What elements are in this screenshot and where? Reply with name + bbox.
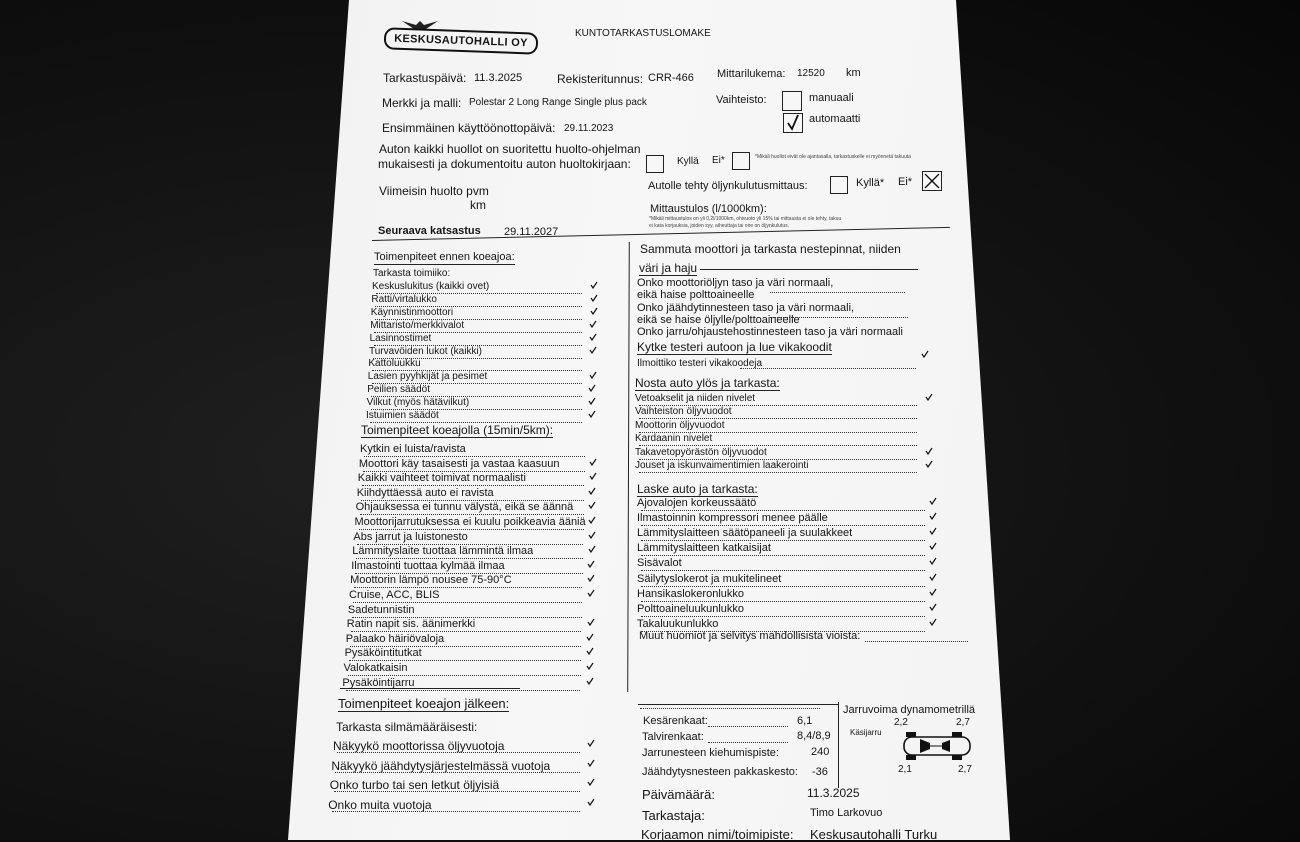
after-drive-dots-1 — [335, 772, 580, 773]
shop-name: Keskusautohalli Turku — [810, 827, 938, 842]
lower-item-3: Lämmityslaitteen katkaisijat — [637, 542, 771, 555]
test-drive-item-6: Abs jarrut ja luistonesto — [353, 530, 468, 543]
before-drive-checkmark-icon-2 — [590, 307, 598, 315]
lower-checkmark-icon-6 — [929, 588, 937, 596]
after-drive-item-3: Onko muita vuotoja — [328, 797, 432, 812]
last-service-label: Viimeisin huolto pvm — [379, 184, 489, 198]
before-drive-item-3: Mittaristo/merkkivalot — [370, 319, 465, 331]
lift-checkmark-icon-0 — [925, 393, 933, 401]
brake-fluid-label: Jarrunesteen kiehumispiste: — [642, 747, 779, 759]
section-after-test-drive-subtitle: Tarkasta silmämääräisesti: — [336, 720, 478, 734]
make-label: Merkki ja malli: — [382, 96, 462, 110]
next-inspection-label: Seuraava katsastus — [378, 225, 481, 237]
after-drive-dots-3 — [332, 811, 580, 812]
test-drive-item-11: Sadetunnistin — [347, 603, 415, 616]
lower-checkmark-icon-3 — [929, 542, 937, 550]
test-drive-checkmark-icon-6 — [588, 531, 596, 539]
section-diagnostics-title: Kytke testeri autoon ja lue vikakoodit — [637, 340, 832, 354]
section-lift-title: Nosta auto ylös ja tarkasta: — [635, 376, 780, 390]
lower-dots-0 — [641, 510, 925, 511]
before-drive-checkmark-icon-8 — [588, 384, 596, 392]
after-drive-checkmark-icon-1 — [587, 759, 595, 767]
lift-item-2: Moottorin öljyvuodot — [635, 419, 725, 431]
first-use-label: Ensimmäinen käyttöönottopäivä: — [382, 121, 556, 135]
logo-text: KESKUSAUTOHALLI OY — [394, 32, 528, 50]
after-drive-dots-0 — [337, 752, 580, 753]
lift-item-4: Takavetopyörästön öljyvuodot — [635, 446, 767, 458]
summer-tires-dots — [708, 726, 788, 727]
test-drive-item-13: Palaako häiriövaloja — [345, 632, 445, 645]
last-service-km: km — [470, 198, 486, 212]
before-drive-item-6: Kattoluukku — [368, 358, 421, 370]
coolant-value: -36 — [812, 766, 828, 778]
lower-checkmark-icon-1 — [929, 512, 937, 520]
oil-measure-label: Autolle tehty öljynkulutusmittaus: — [648, 180, 808, 192]
lower-checkmark-icon-7 — [929, 603, 937, 611]
inspector-name: Timo Larkovuo — [810, 807, 883, 819]
before-drive-checkmark-icon-7 — [589, 371, 597, 379]
checkmark-icon — [784, 114, 802, 132]
test-drive-item-0: Kytkin ei luista/ravista — [360, 443, 466, 455]
lower-checkmark-icon-2 — [929, 527, 937, 535]
test-drive-dots-5 — [359, 529, 584, 530]
automatic-checkbox[interactable] — [783, 113, 803, 133]
service-question-line1: Auton kaikki huollot on suoritettu huolto-ohjelman — [379, 142, 641, 156]
test-drive-item-8: Ilmastointi tuottaa kylmää ilmaa — [351, 559, 505, 572]
section-after-test-drive-title: Toimenpiteet koeajon jälkeen: — [338, 696, 510, 711]
lower-item-7: Polttoaineluukunlukko — [637, 602, 745, 615]
test-drive-item-10: Cruise, ACC, BLIS — [349, 589, 440, 601]
form-title: KUNTOTARKASTUSLOMAKE — [575, 28, 711, 39]
lift-item-1: Vaihteiston öljyvuodot — [635, 406, 732, 418]
test-drive-checkmark-icon-3 — [588, 487, 596, 495]
before-drive-item-5: Turvavöiden lukot (kaikki) — [369, 345, 483, 357]
manual-label: manuaali — [809, 92, 854, 104]
reg-label: Rekisteritunnus: — [557, 72, 644, 86]
test-drive-item-1: Moottori käy tasaisesti ja vastaa kaasuun — [358, 457, 560, 470]
summer-tires-value: 6,1 — [797, 715, 813, 727]
before-drive-checkmark-icon-0 — [590, 281, 598, 289]
lift-item-3: Kardaanin nivelet — [635, 433, 713, 445]
before-drive-checkmark-icon-1 — [590, 294, 598, 302]
section-divider-right — [638, 704, 838, 705]
oil-no-checkbox[interactable] — [922, 171, 942, 191]
section-test-drive-title: Toimenpiteet koeajolla (15min/5km): — [361, 423, 554, 437]
lift-dots-5 — [639, 472, 917, 473]
oil-footnote-line2: ei kata korjauksia, joiden syy, aiheuttaja tai oire on öljynkulutus. — [649, 223, 789, 229]
winter-tires-label: Talvirenkaat: — [642, 731, 704, 743]
test-drive-item-7: Lämmityslaite tuottaa lämmintä ilmaa — [352, 545, 534, 558]
before-drive-item-0: Keskuslukitus (kaikki ovet) — [372, 281, 490, 292]
test-drive-checkmark-icon-13 — [586, 633, 594, 641]
lower-item-6: Hansikaslokeronlukko — [637, 587, 744, 600]
after-drive-item-2: Onko turbo tai sen letkut öljyisiä — [329, 778, 500, 792]
test-drive-checkmark-icon-12 — [587, 618, 595, 626]
brake-front-left: 2,2 — [894, 717, 908, 728]
brake-rear-right: 2,7 — [958, 764, 972, 775]
fluids-item-3: eikä se haise öljylle/polttoaineelle — [637, 313, 800, 326]
test-drive-checkmark-icon-8 — [587, 560, 595, 568]
fluids-item-4: Onko jarru/ohjaustehostinnesteen taso ja väri normaali — [637, 326, 903, 339]
before-drive-checkmark-icon-5 — [589, 346, 597, 354]
section-fluids-title-line1: Sammuta moottori ja tarkasta nestepinnat, niiden — [640, 242, 901, 256]
lower-item-2: Lämmityslaitteen säätöpaneeli ja suulakkeet — [637, 527, 853, 540]
test-drive-checkmark-icon-15 — [586, 662, 594, 670]
before-drive-item-10: Istuimien säädöt — [366, 410, 439, 421]
automatic-label: automaatti — [809, 113, 861, 125]
remarks-dots — [865, 641, 968, 642]
service-question-line2: mukaisesti ja dokumentoitu auton huoltokirjaan: — [378, 157, 631, 171]
car-top-view-icon — [900, 731, 976, 761]
coolant-label: Jäähdytysnesteen pakkaskesto: — [642, 766, 798, 778]
section-before-test-drive-subtitle: Tarkasta toimiiko: — [373, 268, 451, 279]
inspection-date: 11.3.2025 — [474, 72, 523, 84]
tire-header-line — [640, 708, 820, 709]
lower-dots-1 — [641, 525, 925, 526]
after-drive-dots-2 — [334, 791, 580, 792]
section-fluids-title-line2: väri ja haju — [639, 261, 698, 275]
after-drive-checkmark-icon-2 — [587, 778, 595, 786]
oil-yes-checkbox[interactable] — [830, 176, 848, 194]
reg-number: CRR-466 — [648, 72, 694, 84]
section-before-test-drive-title: Toimenpiteet ennen koeajoa: — [374, 251, 515, 263]
test-drive-dots-15 — [348, 675, 581, 676]
next-inspection-date: 29.11.2027 — [504, 226, 559, 238]
lift-item-0: Vetoakselit ja niiden nivelet — [635, 393, 756, 404]
lower-dots-6 — [641, 601, 925, 602]
test-drive-item-12: Ratin napit sis. äänimerkki — [346, 618, 476, 631]
gearbox-label: Vaihteisto: — [716, 94, 767, 106]
lower-checkmark-icon-5 — [929, 573, 937, 581]
lower-item-5: Säilytyslokerot ja mukitelineet — [637, 572, 782, 585]
lower-item-0: Ajovalojen korkeussäätö — [637, 497, 757, 509]
brake-box-divider — [838, 702, 839, 788]
diagnostics-dots-0 — [740, 368, 916, 369]
before-drive-item-8: Peilien säädöt — [367, 384, 431, 396]
oil-footnote-line1: *Mikäli mittaustulos on yli 0,2l/1000km, ohivuoto yli 15% tai mittausta ei ole tehty, takuu — [649, 216, 842, 222]
lower-dots-7 — [641, 616, 925, 617]
winter-tires-value: 8,4/8,9 — [797, 730, 831, 742]
service-no-checkbox[interactable] — [732, 152, 750, 170]
shop-label: Korjaamon nimi/toimipiste: — [641, 827, 794, 842]
test-drive-checkmark-icon-14 — [586, 647, 594, 655]
lower-dots-4 — [641, 570, 925, 571]
test-drive-checkmark-icon-7 — [588, 545, 596, 553]
test-drive-checkmark-icon-9 — [587, 574, 595, 582]
test-drive-checkmark-icon-2 — [589, 472, 597, 480]
before-drive-checkmark-icon-3 — [589, 320, 597, 328]
before-drive-checkmark-icon-10 — [588, 410, 596, 418]
before-drive-item-7: Lasien pyyhkijät ja pesimet — [367, 371, 488, 383]
test-drive-checkmark-icon-1 — [589, 458, 597, 466]
before-drive-item-1: Ratti/virtalukko — [371, 293, 437, 305]
lower-dots-5 — [641, 586, 925, 587]
lower-dots-2 — [641, 540, 925, 541]
odometer-unit: km — [846, 67, 861, 79]
test-drive-item-2: Kaikki vaihteet toimivat normaalisti — [357, 472, 526, 485]
test-drive-checkmark-icon-10 — [587, 589, 595, 597]
after-drive-checkmark-icon-0 — [587, 739, 595, 747]
first-use-date: 29.11.2023 — [564, 123, 614, 134]
footer-date: 11.3.2025 — [807, 786, 860, 800]
oil-no-label: Ei* — [898, 176, 913, 188]
diagnostics-checkmark-icon-0 — [921, 350, 929, 358]
before-drive-checkmark-icon-4 — [589, 333, 597, 341]
lift-item-5: Jouset ja iskunvaimentimien laakerointi — [635, 460, 809, 471]
test-drive-checkmark-icon-4 — [588, 501, 596, 509]
after-drive-item-0: Näkyykö moottorissa öljyvuotoja — [333, 739, 505, 753]
test-drive-dots-10 — [353, 602, 582, 603]
test-drive-item-4: Ohjauksessa ei tunnu välystä, eikä se äännä — [355, 501, 574, 514]
test-drive-item-3: Kiihdyttäessä auto ei ravista — [356, 486, 494, 499]
section-lower-title: Laske auto ja tarkasta: — [637, 482, 758, 496]
before-drive-checkmark-icon-9 — [588, 397, 596, 405]
test-drive-dots-16 — [346, 690, 580, 691]
test-drive-checkmark-icon-5 — [588, 516, 596, 524]
before-drive-item-2: Käynnistinmoottori — [370, 306, 454, 318]
fluids-dots-1 — [770, 292, 905, 293]
test-drive-item-9: Moottorin lämpö nousee 75-90°C — [350, 574, 512, 587]
brake-dyno-title: Jarruvoima dynamometrillä — [843, 704, 976, 716]
test-drive-dots-0 — [364, 456, 585, 457]
test-drive-item-5: Moottorijarrutuksessa ei kuulu poikkeavia ääniä — [354, 516, 586, 528]
lower-item-4: Sisävalot — [637, 557, 682, 570]
brake-rear-left: 2,1 — [898, 764, 912, 775]
fluids-item-2: Onko jäähdytinnesteen taso ja väri normaali, — [637, 301, 855, 314]
fluids-item-1: eikä haise polttoaineelle — [637, 289, 755, 302]
lower-checkmark-icon-0 — [929, 497, 937, 505]
test-drive-checkmark-icon-16 — [586, 677, 594, 685]
make-model: Polestar 2 Long Range Single plus pack — [469, 97, 647, 108]
brake-fluid-value: 240 — [811, 746, 830, 758]
lower-dots-3 — [641, 555, 925, 556]
lift-checkmark-icon-4 — [925, 447, 933, 455]
lower-checkmark-icon-8 — [929, 618, 937, 626]
oil-yes-label: Kyllä* — [856, 177, 885, 189]
test-drive-item-16: Pysäköintijarru — [342, 676, 415, 689]
handbrake-label: Käsijarru — [850, 728, 882, 737]
after-drive-item-1: Näkyykö jäähdytysjärjestelmässä vuotoja — [331, 758, 551, 773]
fluids-item-0: Onko moottoriöljyn taso ja väri normaali, — [637, 277, 834, 289]
brake-front-right: 2,7 — [956, 717, 970, 728]
lower-checkmark-icon-4 — [929, 557, 937, 565]
service-yes-checkbox[interactable] — [646, 155, 664, 173]
odometer-label: Mittarilukema: — [717, 68, 786, 80]
test-drive-item-14: Pysäköintitutkat — [344, 647, 422, 660]
cross-icon — [923, 172, 941, 190]
service-yes-label: Kyllä — [677, 156, 699, 167]
service-footnote: *Mikäli huollot eivät ole ajantasalla, tarkastuskelle ei myönnetä takuuta — [755, 154, 911, 160]
winter-tires-dots — [708, 742, 788, 743]
summer-tires-label: Kesärenkaat: — [643, 715, 708, 727]
section-fluids-underline — [700, 269, 918, 270]
lift-checkmark-icon-5 — [925, 460, 933, 468]
after-drive-checkmark-icon-3 — [587, 798, 595, 806]
inspection-date-label: Tarkastuspäivä: — [383, 71, 467, 85]
footer-date-label: Päivämäärä: — [642, 787, 715, 802]
lower-item-8: Takaluukunlukko — [637, 617, 719, 630]
remarks-label: Muut huomiot ja selvitys mahdollisista vioista: — [639, 630, 861, 642]
test-drive-item-15: Valokatkaisin — [343, 662, 408, 674]
diagnostics-item-0: Ilmoittiko testeri vikakoodeja — [637, 358, 763, 369]
lower-item-1: Ilmastoinnin kompressori menee päälle — [637, 512, 828, 525]
odometer-value: 12520 — [797, 68, 825, 79]
inspector-label: Tarkastaja: — [642, 808, 705, 823]
before-drive-item-4: Lasinnostimet — [369, 332, 432, 344]
oil-result-label: Mittaustulos (l/1000km): — [650, 203, 767, 215]
manual-checkbox[interactable] — [782, 91, 802, 111]
service-no-label: Ei* — [712, 155, 725, 166]
fluids-dots-3 — [770, 317, 908, 318]
before-drive-item-9: Vilkut (myös hätävilkut) — [366, 397, 470, 409]
